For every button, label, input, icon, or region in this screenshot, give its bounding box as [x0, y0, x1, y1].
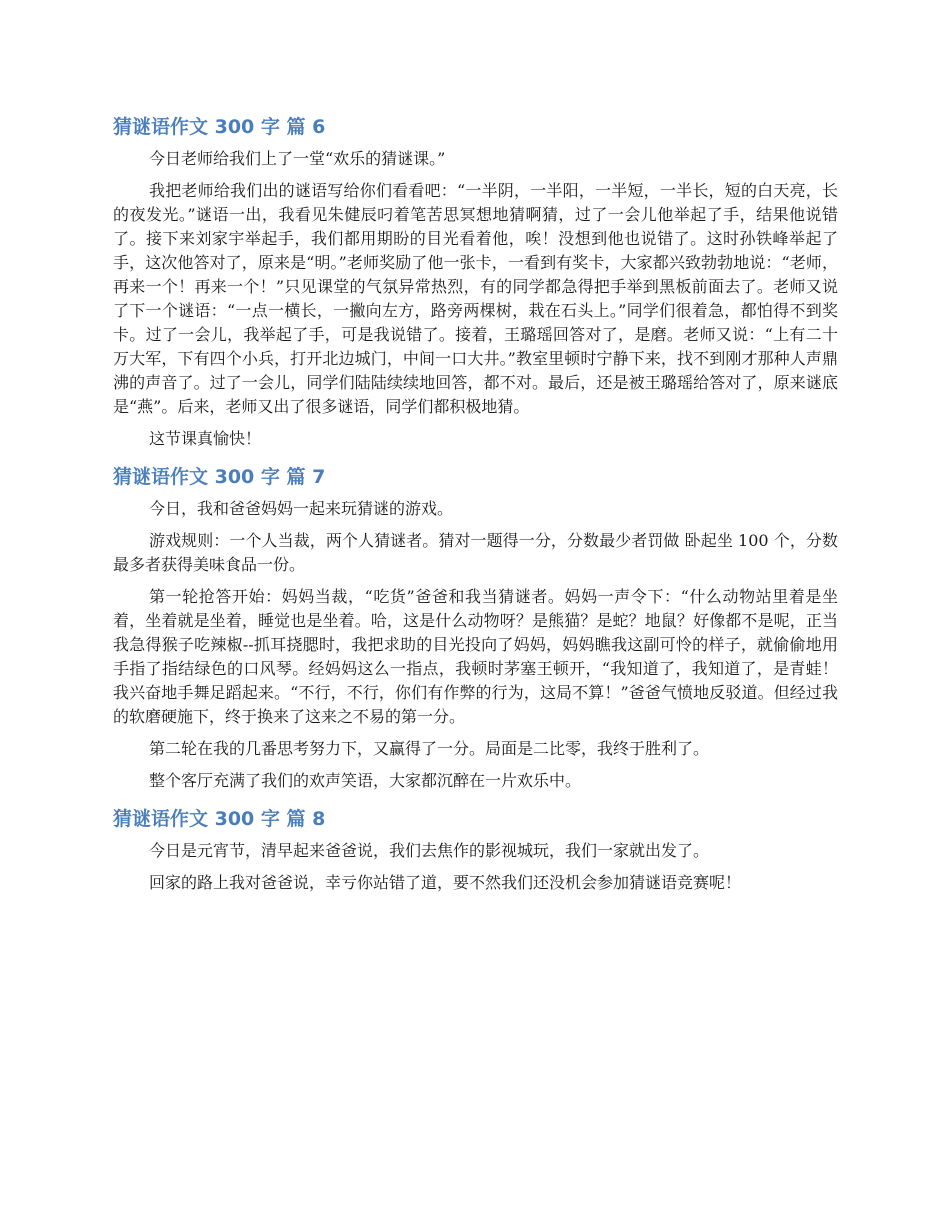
paragraph: 今日是元宵节，清早起来爸爸说，我们去焦作的影视城玩，我们一家就出发了。 [149, 841, 710, 860]
paragraph: 游戏规则：一个人当裁，两个人猜谜者。猜对一题得一分，分数最少者罚做 卧起坐 100 个，分数最多者获得美味食品一份。 [113, 531, 838, 574]
paragraph: 我把老师给我们出的谜语写给你们看看吧：“一半阴，一半阳，一半短，一半长，短的白天亮，长的夜发光。”谜语一出，我看见朱健辰叼着笔苦思冥想地猜啊猜，过了一会儿他举起了手，结果他说错了。接下来刘家宇举起手，我们都用期盼的目光看着他，唉！没想到他也说错了。这时孙铁峰举起了手，这次他答对了，原来是“明。”老师奖励了他一张卡，一看到有奖卡，大家都兴致勃勃地说：“老师，再来一个！再来一个！”只见课堂的气氛异常热烈，有的同学都急得把手举到黑板前面去了。老师又说了下一个谜语：“一点一横长，一撇向左方，路旁两棵树，栽在石头上。”同学们很着急，都怕得不到奖卡。过了一会儿，我举起了手，可是我说错了。接着，王璐瑶回答对了，是磨。老师又说：“上有二十万大军，下有四个小兵，打开北边城门，中间一口大井。”教室里顿时宁静下来，找不到刚才那种人声鼎沸的声音了。过了一会儿，同学们陆陆续续地回答，都不对。最后，还是被王璐瑶给答对了，原来谜底是“燕”。后来，老师又出了很多谜语，同学们都积极地猜。 [113, 181, 838, 416]
paragraph: 今日老师给我们上了一堂“欢乐的猜谜课。” [149, 149, 446, 168]
paragraph: 整个客厅充满了我们的欢声笑语，大家都沉醉在一片欢乐中。 [149, 771, 582, 790]
paragraph: 第一轮抢答开始：妈妈当裁，“吃货”爸爸和我当猜谜者。妈妈一声令下：“什么动物站里着是坐着，坐着就是坐着，睡觉也是坐着。哈，这是什么动物呀？是熊猫？是蛇？地鼠？好像都不是呢，正当我急得猴子吃辣椒--抓耳挠腮时，我把求助的目光投向了妈妈，妈妈瞧我这副可怜的样子，就偷偷地用手指了指结绿色的口风琴。经妈妈这么一指点，我顿时茅塞王顿开，“我知道了，我知道了，是青蛙！我兴奋地手舞足蹈起来。“不行，不行，你们有作弊的行为，这局不算！”爸爸气愤地反驳道。但经过我的软磨硬施下，终于换来了这来之不易的第一分。 [113, 587, 838, 726]
section-heading: 猜谜语作文 300 字 篇 7 [113, 466, 326, 488]
paragraph: 这节课真愉快！ [149, 429, 262, 448]
section-heading: 猜谜语作文 300 字 篇 6 [113, 116, 326, 138]
paragraph: 第二轮在我的几番思考努力下，又赢得了一分。局面是二比零，我终于胜利了。 [149, 739, 710, 758]
paragraph: 今日，我和爸爸妈妈一起来玩猜谜的游戏。 [149, 499, 454, 518]
paragraph: 回家的路上我对爸爸说，幸亏你站错了道，要不然我们还没机会参加猜谜语竞赛呢！ [149, 873, 742, 892]
section-heading: 猜谜语作文 300 字 篇 8 [113, 808, 326, 830]
